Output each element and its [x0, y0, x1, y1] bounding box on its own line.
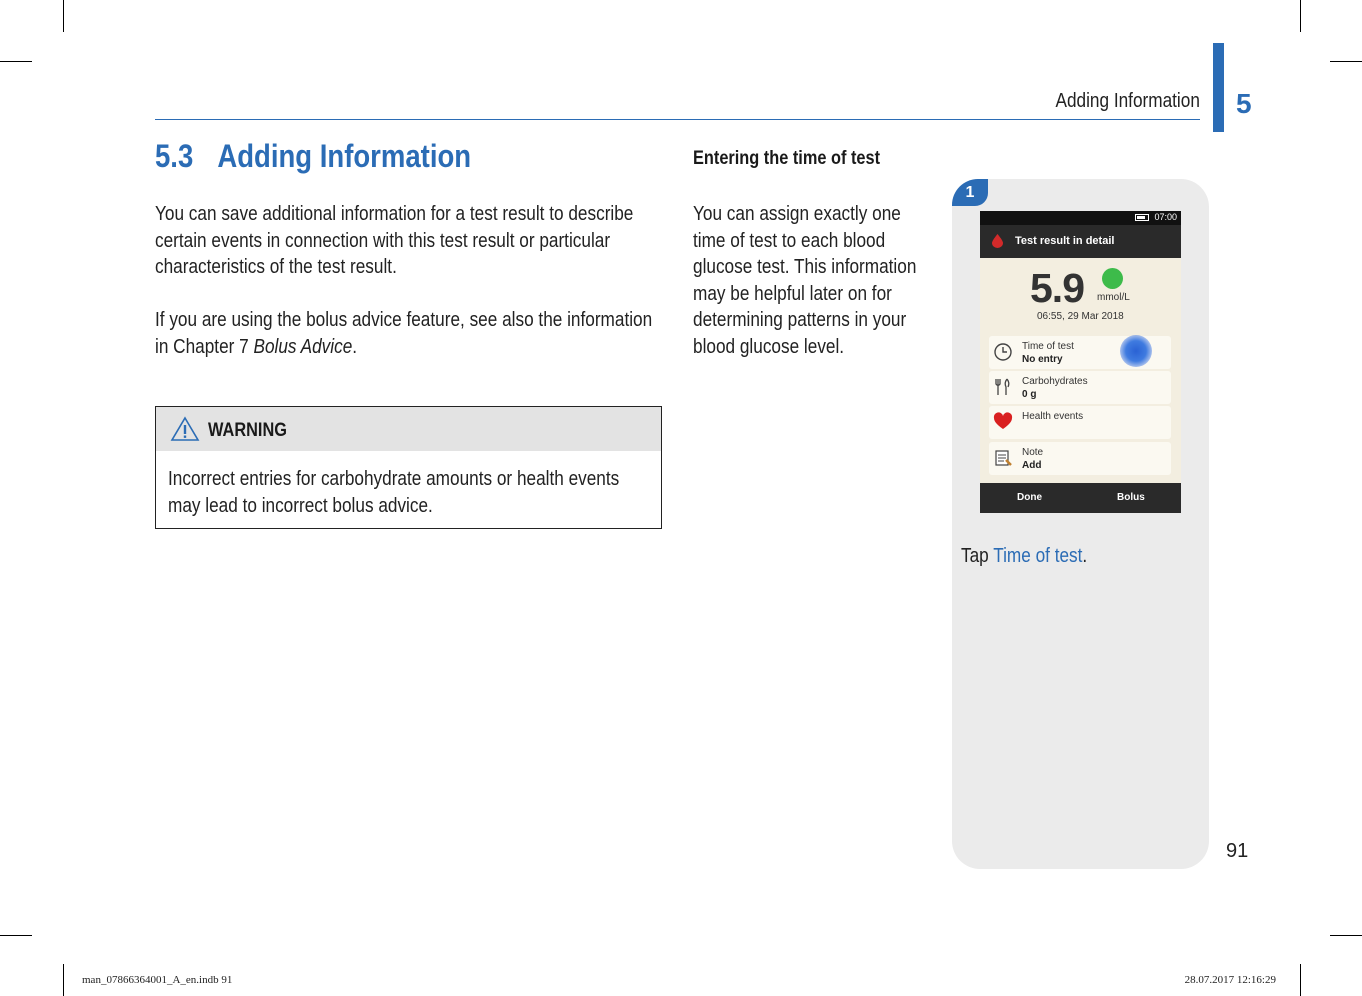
warning-label: WARNING: [208, 420, 287, 441]
crop-mark: [1300, 0, 1301, 32]
status-bar: [980, 211, 1181, 225]
clock-icon: [993, 342, 1013, 362]
section-title: [155, 138, 471, 175]
blood-drop-icon: [992, 234, 1003, 248]
row-value: 0 g: [1022, 389, 1037, 400]
bolus-button[interactable]: Bolus: [1117, 492, 1145, 503]
row-label: Note: [1022, 447, 1044, 458]
row-label: Time of test: [1022, 341, 1074, 352]
note-icon: [993, 448, 1013, 468]
bolus-reference-paragraph: [155, 307, 662, 360]
chapter-tab-bar: [1213, 43, 1224, 132]
bolus-reference-prefix: If you are using the bolus advice feature, see also the information in Chapter 7: [155, 309, 653, 358]
heart-icon: [993, 412, 1013, 432]
status-time: 07:00: [1154, 212, 1177, 222]
carbohydrates-row[interactable]: [989, 371, 1171, 404]
row-value: No entry: [1022, 354, 1063, 365]
note-row[interactable]: [989, 442, 1171, 475]
footer-timestamp: 28.07.2017 12:16:29: [1184, 974, 1276, 986]
crop-mark: [0, 935, 32, 936]
crop-mark: [1300, 964, 1301, 996]
crop-mark: [63, 0, 64, 32]
subsection-text: You can assign exactly one time of test to each blood glucose test. This information may be helpful later on for determining patterns in your blood glucose level.: [693, 203, 917, 358]
footer-file-info: man_07866364001_A_en.indb 91: [82, 974, 233, 986]
tap-indicator: [1120, 335, 1152, 367]
page-number: 91: [1226, 840, 1249, 862]
done-button[interactable]: Done: [1017, 492, 1042, 503]
step-instruction: [961, 545, 1087, 568]
section-title-text: Adding Information: [217, 138, 472, 174]
instruction-prefix: Tap: [961, 545, 994, 567]
cutlery-icon: [993, 377, 1013, 397]
step-number-badge: 1: [952, 179, 988, 206]
row-label: Health events: [1022, 411, 1084, 422]
reading-timestamp: 06:55, 29 Mar 2018: [1037, 311, 1124, 322]
warning-box: [155, 406, 662, 529]
crop-mark: [0, 61, 32, 62]
header-rule: [155, 119, 1200, 120]
chapter-number: 5: [1236, 88, 1252, 119]
screen-title: Test result in detail: [1015, 235, 1115, 247]
battery-icon: [1135, 214, 1149, 221]
crop-mark: [1330, 935, 1362, 936]
crop-mark: [1330, 61, 1362, 62]
device-screen: [980, 211, 1181, 513]
bolus-advice-reference: Bolus Advice: [253, 335, 353, 358]
time-of-test-link: Time of test: [993, 545, 1083, 567]
warning-header: [156, 407, 661, 451]
subsection-title: Entering the time of test: [693, 148, 881, 169]
in-range-indicator-icon: [1102, 268, 1123, 289]
row-label: Carbohydrates: [1022, 376, 1088, 387]
health-events-row[interactable]: [989, 406, 1171, 439]
warning-triangle-icon: [170, 416, 200, 442]
row-value: Add: [1022, 460, 1042, 471]
crop-mark: [63, 964, 64, 996]
instruction-suffix: .: [1082, 545, 1088, 567]
intro-paragraph: You can save additional information for a test result to describe certain events in connection with this test result or particular characteristics of the test result.: [155, 203, 634, 278]
screen-title-bar: [980, 225, 1181, 258]
section-number: 5.3: [155, 138, 194, 174]
bolus-reference-suffix: .: [352, 335, 358, 358]
running-header-title: Adding Information: [1055, 90, 1200, 112]
screen-button-bar: [980, 483, 1181, 513]
reading-value: 5.9: [1030, 265, 1084, 311]
reading-unit: mmol/L: [1097, 292, 1130, 303]
warning-text: Incorrect entries for carbohydrate amounts or health events may lead to incorrect bolus advice.: [168, 468, 620, 517]
